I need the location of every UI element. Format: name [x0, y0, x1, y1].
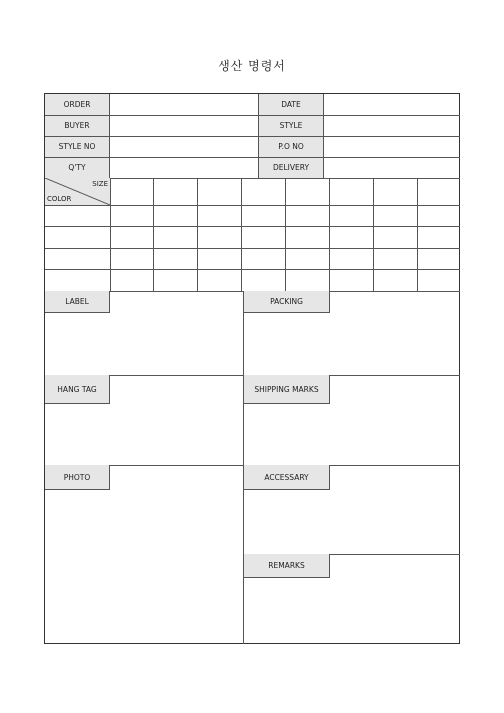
order-field[interactable]	[110, 94, 258, 115]
divider	[197, 178, 198, 291]
shipping-marks-section-header: SHIPPING MARKS	[243, 375, 330, 404]
divider	[45, 226, 460, 227]
remarks-section-header: REMARKS	[243, 554, 330, 578]
divider	[45, 115, 460, 116]
document-title: 생산 명령서	[218, 59, 286, 73]
divider	[241, 178, 242, 291]
divider	[45, 136, 460, 137]
style-field[interactable]	[324, 115, 460, 136]
accessary-section-header: ACCESSARY	[243, 465, 330, 490]
size-label: SIZE	[92, 180, 108, 188]
style-label: STYLE	[258, 115, 324, 136]
qty-field[interactable]	[110, 157, 258, 178]
divider	[373, 178, 374, 291]
po-no-label: P.O NO	[258, 136, 324, 157]
size-color-header-cell	[45, 178, 110, 205]
color-label: COLOR	[47, 195, 72, 203]
divider	[110, 178, 111, 291]
label-section-header: LABEL	[45, 291, 110, 313]
hang-tag-section-header: HANG TAG	[45, 375, 110, 404]
po-no-field[interactable]	[324, 136, 460, 157]
divider	[417, 178, 418, 291]
qty-label: Q'TY	[45, 157, 110, 178]
divider	[45, 157, 460, 158]
divider	[285, 178, 286, 291]
delivery-field[interactable]	[324, 157, 460, 178]
divider	[45, 269, 460, 270]
style-no-field[interactable]	[110, 136, 258, 157]
packing-section-header: PACKING	[243, 291, 330, 313]
date-field[interactable]	[324, 94, 460, 115]
buyer-field[interactable]	[110, 115, 258, 136]
buyer-label: BUYER	[45, 115, 110, 136]
date-label: DATE	[258, 94, 324, 115]
divider	[329, 178, 330, 291]
divider	[45, 205, 460, 206]
delivery-label: DELIVERY	[258, 157, 324, 178]
style-no-label: STYLE NO	[45, 136, 110, 157]
order-label: ORDER	[45, 94, 110, 115]
divider	[45, 248, 460, 249]
divider	[153, 178, 154, 291]
photo-section-header: PHOTO	[45, 465, 110, 490]
production-order-form	[44, 93, 460, 644]
